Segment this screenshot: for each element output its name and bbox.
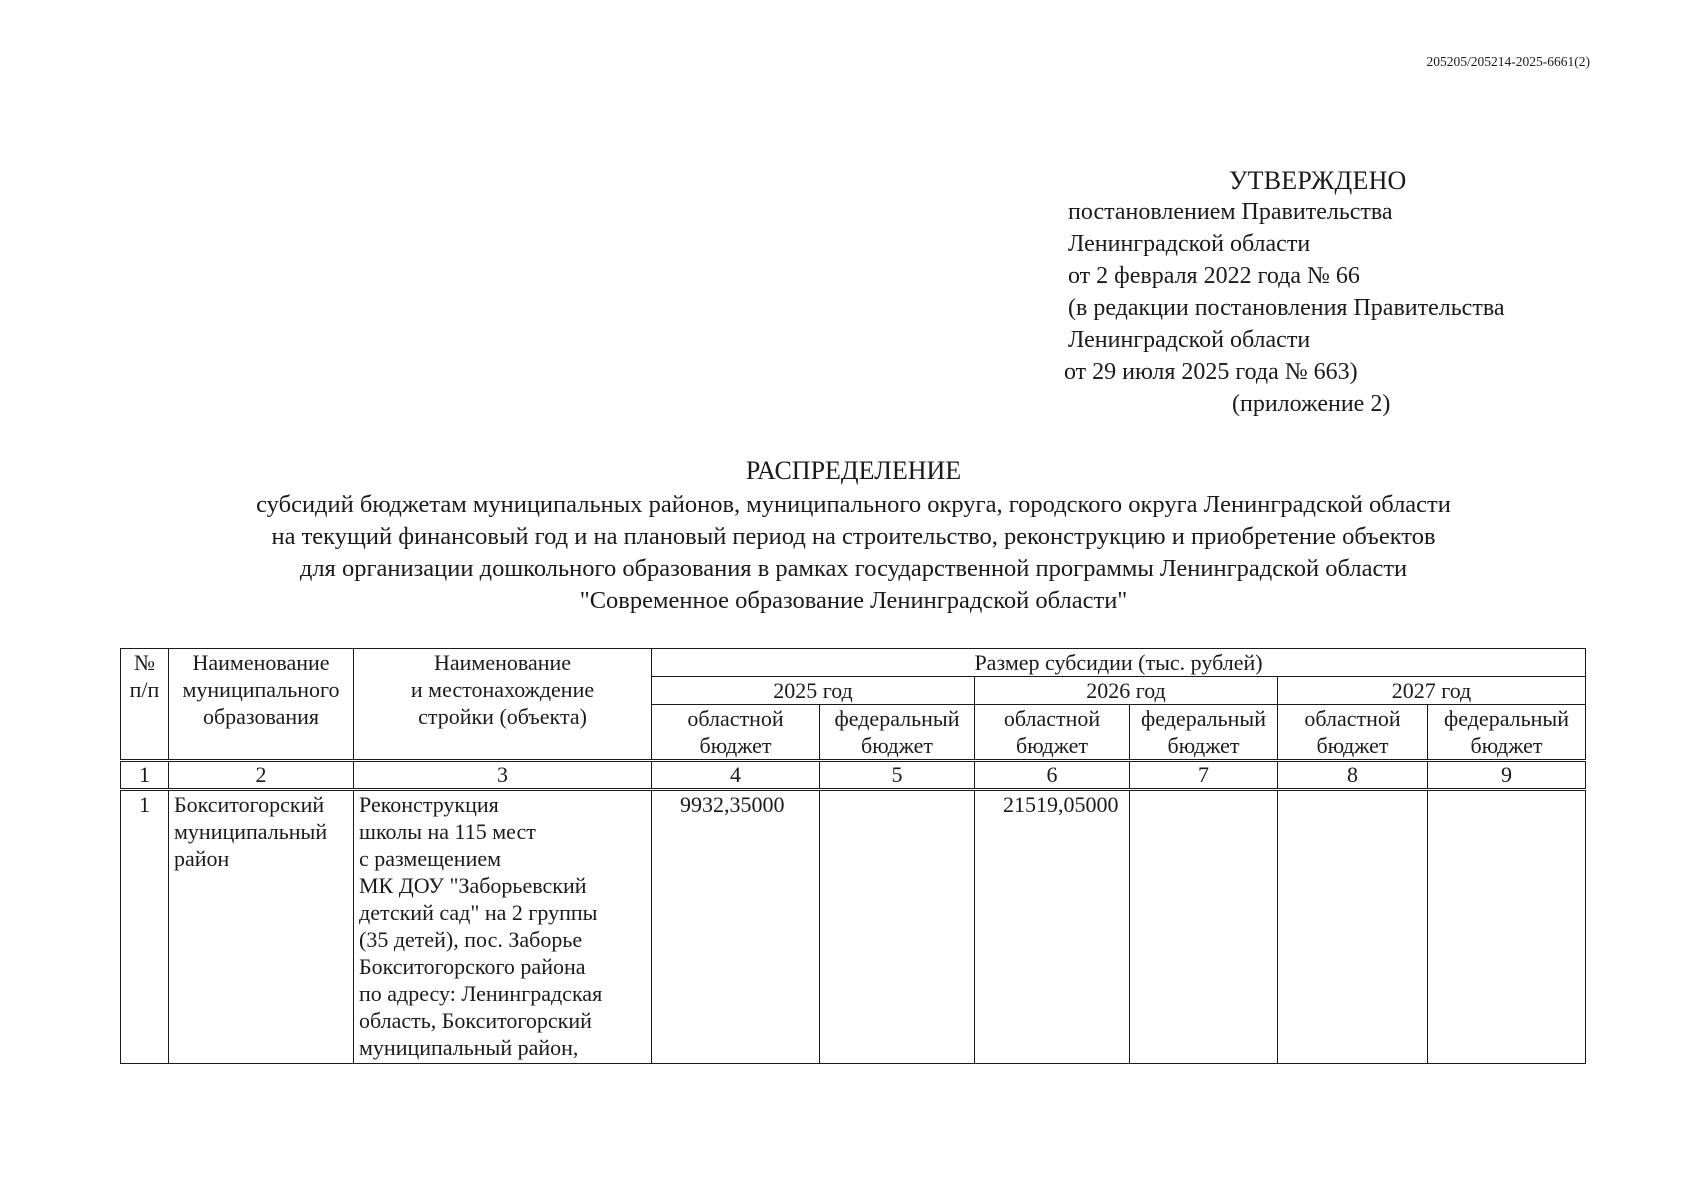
approval-line: от 29 июля 2025 года № 663) — [1064, 359, 1358, 385]
header-municipality: Наименование муниципального образования — [169, 649, 354, 761]
document-subtitle-line: для организации дошкольного образования в рамках государственной программы Ленинградской области — [299, 555, 1408, 582]
row-2027-federal — [1428, 790, 1586, 1064]
document-heading — [60, 455, 1647, 617]
column-number: 3 — [354, 761, 652, 790]
document-title: РАСПРЕДЕЛЕНИЕ — [745, 456, 962, 485]
row-2026-regional: 21519,05000 — [975, 790, 1130, 1064]
approval-line: от 2 февраля 2022 года № 66 — [1068, 263, 1360, 289]
table-header-row — [121, 649, 1586, 677]
row-num: 1 — [121, 790, 169, 1064]
document-subtitle-line: "Современное образование Ленинградской области" — [579, 587, 1128, 614]
header-year-2027: 2027 год — [1278, 677, 1586, 705]
header-federal-budget: федеральный бюджет — [1130, 705, 1278, 761]
header-regional-budget: областной бюджет — [975, 705, 1130, 761]
column-number: 5 — [820, 761, 975, 790]
column-number: 6 — [975, 761, 1130, 790]
column-number: 1 — [121, 761, 169, 790]
header-year-2025: 2025 год — [652, 677, 975, 705]
approval-line: Ленинградской области — [1068, 231, 1311, 257]
approval-line: (приложение 2) — [1232, 391, 1391, 417]
approval-line: Ленинградской области — [1068, 327, 1311, 353]
approval-line: постановлением Правительства — [1068, 199, 1393, 225]
row-municipality: Бокситогорский муниципальный район — [169, 790, 354, 1064]
header-regional-budget: областной бюджет — [652, 705, 820, 761]
row-2025-federal — [820, 790, 975, 1064]
approval-stamp-text — [1064, 196, 1608, 420]
header-year-2026: 2026 год — [975, 677, 1278, 705]
header-num: № п/п — [121, 649, 169, 761]
column-number: 4 — [652, 761, 820, 790]
row-2026-federal — [1130, 790, 1278, 1064]
header-subsidy-group: Размер субсидии (тыс. рублей) — [652, 649, 1586, 677]
header-object: Наименование и местонахождение стройки (объекта) — [354, 649, 652, 761]
document-subtitle-line: субсидий бюджетам муниципальных районов, муниципального округа, городского округа Ленинградской области — [256, 491, 1451, 518]
column-number-row — [121, 761, 1586, 790]
header-regional-budget: областной бюджет — [1278, 705, 1428, 761]
column-number: 9 — [1428, 761, 1586, 790]
subsidy-distribution-table — [120, 648, 1586, 1064]
row-2025-regional: 9932,35000 — [652, 790, 820, 1064]
row-2027-regional — [1278, 790, 1428, 1064]
column-number: 2 — [169, 761, 354, 790]
row-object: Реконструкция школы на 115 мест с размещением МК ДОУ "Заборьевский детский сад" на 2 группы (35 детей), пос. Заборье Бокситогорского района по адресу: Ленинградская область, Бокситогорский муниципальный район, — [354, 790, 652, 1064]
column-number: 8 — [1278, 761, 1428, 790]
document-subtitle-line: на текущий финансовый год и на плановый период на строительство, реконструкцию и приобретение объектов — [271, 523, 1436, 550]
header-federal-budget: федеральный бюджет — [1428, 705, 1586, 761]
approval-line: (в редакции постановления Правительства — [1068, 295, 1505, 321]
approval-stamp-title: УТВЕРЖДЕНО — [1229, 166, 1407, 195]
document-registration-number: 205205/205214-2025-6661(2) — [1426, 54, 1590, 69]
table-row — [121, 790, 1586, 1064]
header-federal-budget: федеральный бюджет — [820, 705, 975, 761]
column-number: 7 — [1130, 761, 1278, 790]
